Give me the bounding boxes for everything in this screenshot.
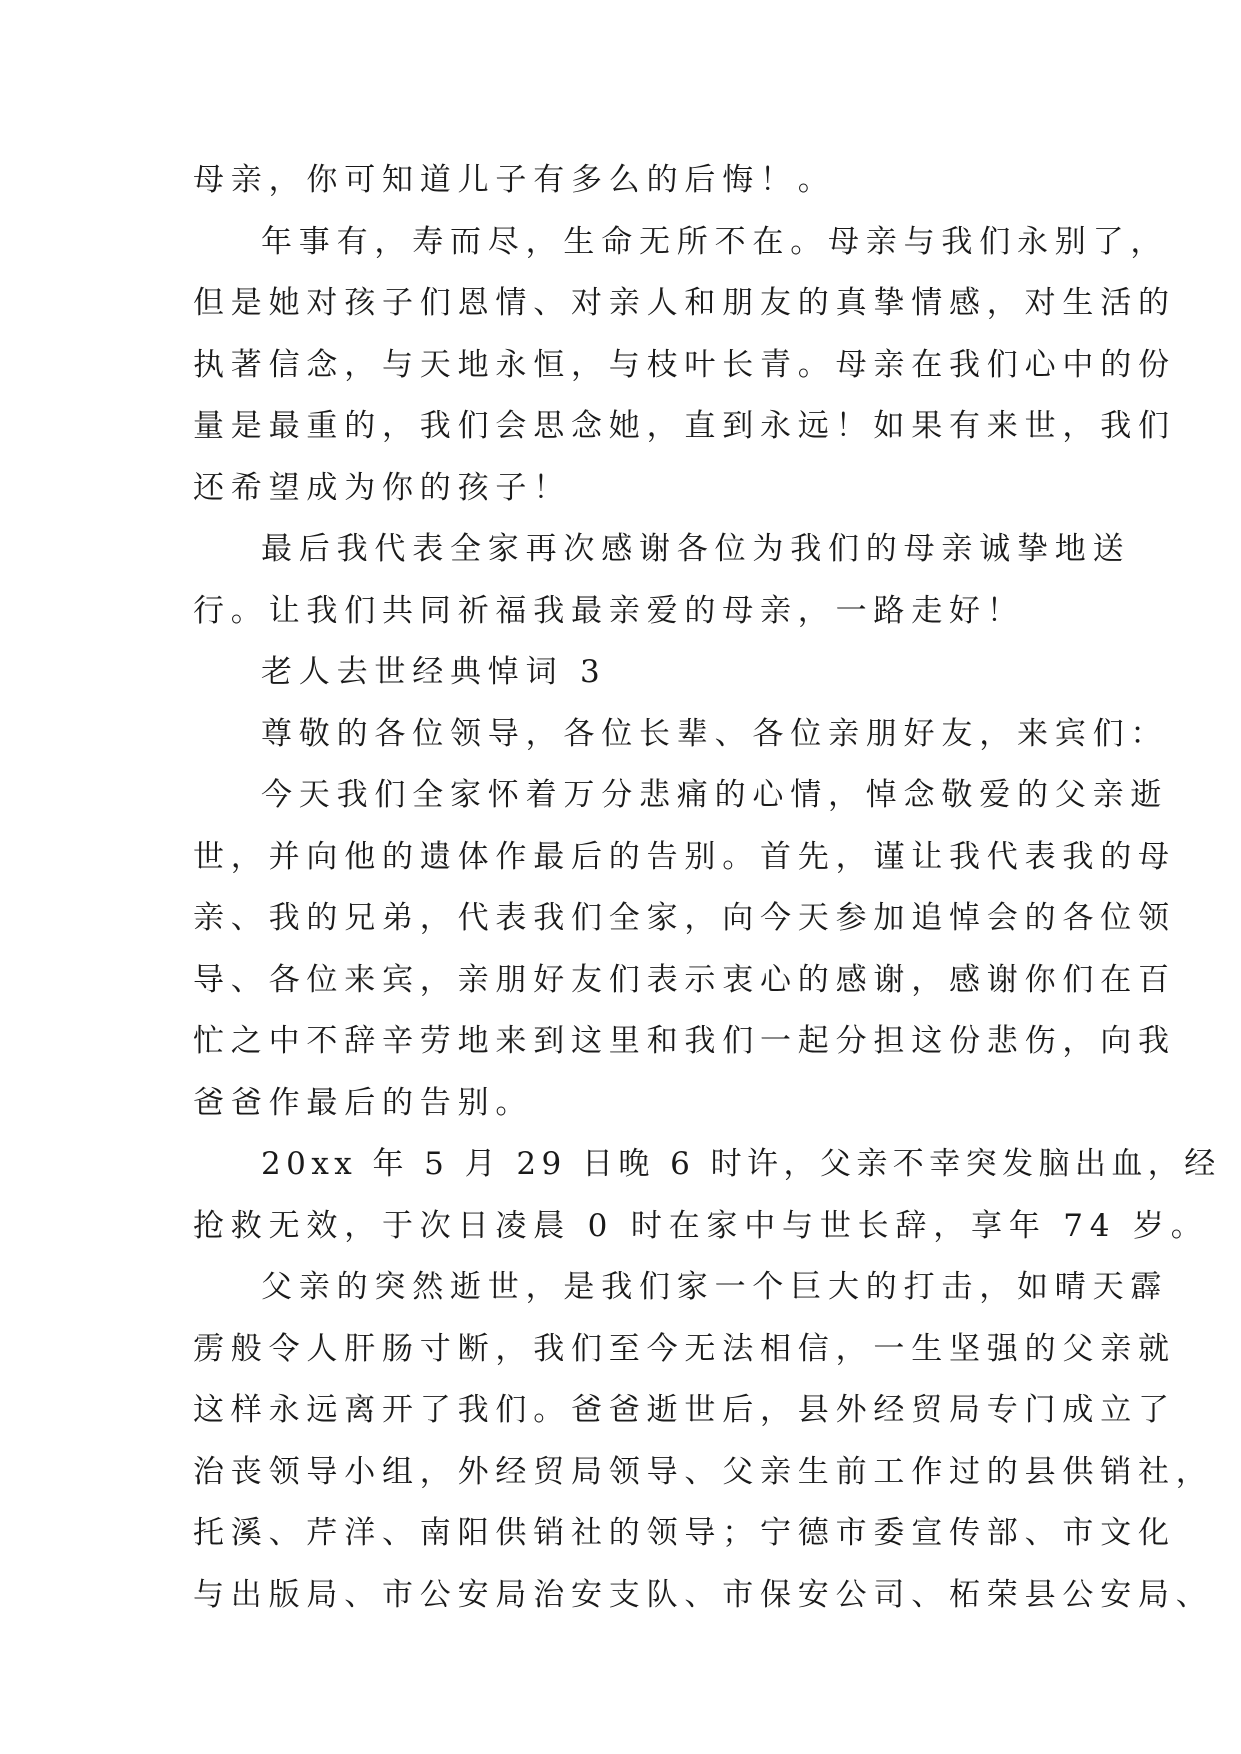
text-line: 抢救无效，于次日凌晨 0 时在家中与世长辞，享年 74 岁。 [193, 1207, 1209, 1244]
text-line: 最后我代表全家再次感谢各位为我们的母亲诚挚地送 [261, 531, 1131, 567]
text-line: 今天我们全家怀着万分悲痛的心情，悼念敬爱的父亲逝 [261, 777, 1169, 813]
text-line: 量是最重的，我们会思念她，直到永远！如果有来世，我们 [193, 408, 1176, 444]
text-line: 行。让我们共同祈福我最亲爱的母亲，一路走好！ [193, 592, 1025, 629]
text-line: 20xx 年 5 月 29 日晚 6 时许，父亲不幸突发脑出血，经 [261, 1146, 1221, 1182]
body-text [193, 150, 1221, 1626]
text-line: 尊敬的各位领导，各位长辈、各位亲朋好友，来宾们： [261, 715, 1169, 752]
text-line: 母亲，你可知道儿子有多么的后悔！。 [193, 162, 836, 198]
text-line: 雳般令人肝肠寸断，我们至今无法相信，一生坚强的父亲就 [193, 1330, 1176, 1367]
text-line: 治丧领导小组，外经贸局领导、父亲生前工作过的县供销社， [193, 1453, 1214, 1490]
text-line: 父亲的突然逝世，是我们家一个巨大的打击，如晴天霹 [261, 1269, 1169, 1305]
text-line: 爸爸作最后的告别。 [193, 1084, 534, 1121]
text-line: 世，并向他的遗体作最后的告别。首先，谨让我代表我的母 [193, 838, 1176, 875]
text-line: 托溪、芹洋、南阳供销社的领导；宁德市委宣传部、市文化 [193, 1515, 1176, 1551]
text-line: 年事有，寿而尽，生命无所不在。母亲与我们永别了， [261, 223, 1169, 260]
text-line: 这样永远离开了我们。爸爸逝世后，县外经贸局专门成立了 [193, 1392, 1176, 1428]
text-line: 还希望成为你的孩子！ [193, 469, 571, 506]
text-line: 忙之中不辞辛劳地来到这里和我们一起分担这份悲伤，向我 [193, 1023, 1176, 1059]
text-line: 老人去世经典悼词 3 [261, 654, 607, 690]
text-line: 但是她对孩子们恩情、对亲人和朋友的真挚情感，对生活的 [193, 285, 1176, 321]
text-line: 执著信念，与天地永恒，与枝叶长青。母亲在我们心中的份 [193, 346, 1176, 383]
text-line: 亲、我的兄弟，代表我们全家，向今天参加追悼会的各位领 [193, 900, 1176, 936]
text-line: 导、各位来宾，亲朋好友们表示衷心的感谢，感谢你们在百 [193, 961, 1176, 998]
text-line: 与出版局、市公安局治安支队、市保安公司、柘荣县公安局、 [193, 1576, 1214, 1613]
